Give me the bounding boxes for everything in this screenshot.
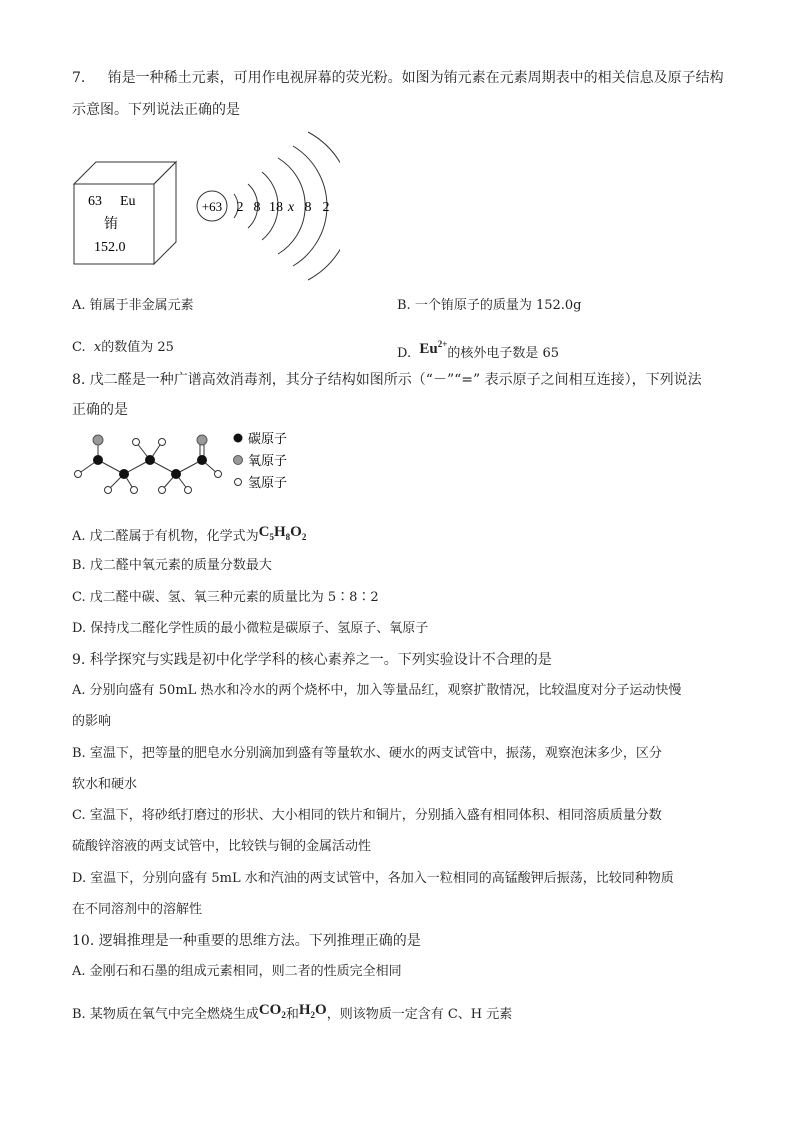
q9-option-d-line-1: D. 室温下，分别向盛有 5mL 水和汽油的两支试管中，各加入一粒相同的高锰酸钾后振荡，比较同种物质	[72, 871, 674, 886]
q7-number: 7.	[72, 70, 86, 86]
element-tile	[70, 158, 182, 270]
q10-stem: 10. 逻辑推理是一种重要的思维方法。下列推理正确的是	[72, 933, 421, 949]
q8-option-d: D. 保持戊二醛化学性质的最小微粒是碳原子、氢原子、氧原子	[72, 621, 429, 636]
q8-stem-1: 8. 戊二醛是一种广谱高效消毒剂，其分子结构如图所示（“－”“=” 表示原子之间相互连接），下列说法	[72, 372, 702, 388]
q7-stem-2: 示意图。下列说法正确的是	[72, 102, 240, 118]
tile-symbol: Eu	[120, 194, 136, 209]
q8-option-a: A. 戊二醛属于有机物，化学式为$C_5H_8O_2$	[72, 524, 307, 544]
q10-option-b: B. 某物质在氧气中完全燃烧生成$CO_2$和$H_2O$，则该物质一定含有 C、H 元素	[72, 1002, 513, 1022]
legend-oxygen: 氧原子	[248, 453, 288, 468]
q7-option-d: D. $Eu^{2+}$的核外电子数是 65	[397, 339, 560, 361]
q9-option-a-line-1: A. 分别向盛有 50mL 热水和冷水的两个烧杯中，加入等量品红，观察扩散情况，比较温度对分子运动快慢	[72, 683, 682, 698]
co2-formula: $CO_2$	[258, 1002, 286, 1020]
q7-stem-1: 铕是一种稀土元素，可用作电视屏幕的荧光粉。如图为铕元素在元素周期表中的相关信息及原子结构	[107, 70, 724, 86]
shell-3-electrons: 18	[269, 200, 283, 215]
shell-5-electrons: 8	[304, 200, 312, 215]
shell-4-electrons: x	[287, 200, 295, 215]
legend-hydrogen: 氢原子	[248, 475, 288, 490]
q7-option-c: C. x的数值为 25	[72, 340, 174, 355]
q10-option-a: A. 金刚石和石墨的组成元素相同，则二者的性质完全相同	[72, 964, 402, 979]
atom-structure-diagram	[190, 128, 340, 286]
eu-ion-formula: $Eu^{2+}$	[419, 339, 448, 357]
shell-2-electrons: 8	[253, 200, 261, 215]
q7-option-c-variable: x	[93, 340, 102, 355]
legend-carbon: 碳原子	[248, 431, 288, 446]
h2o-formula: $H_2O$	[298, 1002, 327, 1020]
glutaraldehyde-molecule-diagram	[70, 428, 300, 500]
q9-option-a-line-2: 的影响	[72, 714, 112, 729]
q8-option-b: B. 戊二醛中氧元素的质量分数最大	[72, 558, 272, 573]
q8-stem-2: 正确的是	[72, 402, 128, 418]
q8-option-c: C. 戊二醛中碳、氢、氧三种元素的质量比为 5∶8∶2	[72, 590, 379, 605]
q7-option-b: B. 一个铕原子的质量为 152.0g	[397, 298, 582, 313]
tile-atomic-number: 63	[88, 194, 102, 209]
q9-stem: 9. 科学探究与实践是初中化学学科的核心素养之一。下列实验设计不合理的是	[72, 652, 552, 668]
q9-option-c-line-2: 硫酸锌溶液的两支试管中，比较铁与铜的金属活动性	[72, 839, 372, 854]
glutaraldehyde-formula: $C_5H_8O_2$	[258, 524, 307, 542]
q9-option-b-line-1: B. 室温下，把等量的肥皂水分别滴加到盛有等量软水、硬水的两支试管中，振荡，观察泡沫多少，区分	[72, 746, 662, 761]
q7-line-1	[72, 68, 724, 88]
q7-option-a: A. 铕属于非金属元素	[72, 298, 194, 313]
q9-option-c-line-1: C. 室温下，将砂纸打磨过的形状、大小相同的铁片和铜片，分别插入盛有相同体积、相同溶质质量分数	[72, 808, 662, 823]
shell-6-electrons: 2	[322, 200, 330, 215]
nucleus-charge: +63	[201, 199, 223, 214]
q9-option-b-line-2: 软水和硬水	[72, 777, 138, 792]
tile-element-name: 铕	[104, 217, 118, 232]
tile-atomic-mass: 152.0	[94, 240, 126, 255]
q9-option-d-line-2: 在不同溶剂中的溶解性	[72, 902, 203, 917]
shell-1-electrons: 2	[236, 200, 244, 215]
